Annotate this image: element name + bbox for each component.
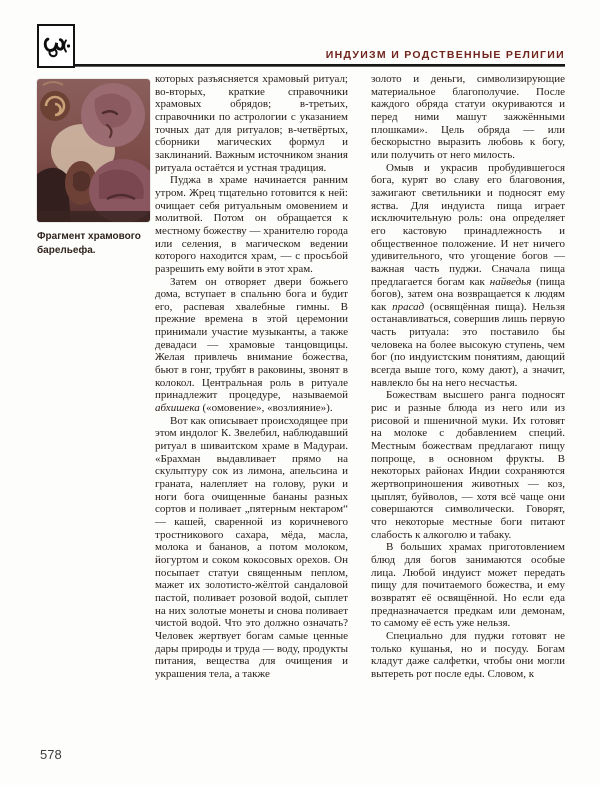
figure-caption: Фрагмент храмового барельефа. xyxy=(37,231,141,256)
text-run: В больших храмах приготовлением блюд для богов занимаются особые лица. Любой индуист может передать пищу для почитаемого божества, и ему возвратят её освящённой. Но если еда предназначается предкам или демонам, то самому её есть уже нельзя. xyxy=(371,541,565,630)
page-number: 578 xyxy=(40,747,62,762)
term-italic: найведья xyxy=(489,275,532,288)
paragraph xyxy=(371,389,565,541)
text-run: Пуджа в храме начинается ранним утром. Жрец тщательно готовится к ней: очищает себя ритуальным омовением и молитвой. Потом он обращается к местному божеству — хранителю города или селения, в магическом ведении которого находится храм, — с просьбой разрешить ему войти в этот храм. xyxy=(155,174,348,275)
text-run: (освящённая пища). Нельзя останавливаться, совершив лишь первую часть ритуала: это поставило бы человека на более высокую ступень, чем бог (по индуистским понятиям, дающий всегда выше того, кому дают), а значит, навлекло бы на него несчастья. xyxy=(371,300,566,389)
text-run: Омыв и украсив пробудившегося бога, курят во славу его благовония, зажигают светильники и подносят ему яства. Для индуиста пища играет исключительную роль: она определяет его кастовую принадлежность и общественное положение. И нет ничего удивительного, что угощение богов — важная часть пуджи. Сначала пища предлагается богам как xyxy=(371,161,565,288)
paragraph xyxy=(155,174,348,275)
paragraph xyxy=(155,73,348,174)
body-text-column-2 xyxy=(371,73,565,681)
paragraph xyxy=(155,415,348,681)
body-text-column-1 xyxy=(155,73,348,681)
paragraph xyxy=(371,162,565,390)
figure-block xyxy=(37,79,150,257)
text-run: Вот как описывает происходящее при этом индолог К. Звелебил, наблюдавший ритуал в шиваитском храме в Мадураи. «Брахман выдавливает прямо на скульптуру сок из лимона, апельсина и граната, налепляет на голову, руки и ноги бога очищенные бананы разных сортов и поливает „пятерным нектаром“ — кашей, сваренной из коричневого тростникового сахара, мёда, масла, молока и бананов, а потом молоком, йогуртом и соком кокосовых орехов. Он посыпает статуи священным пеплом, мажет их золотисто-жёлтой сандаловой пастой, поливает розовой водой, сыплет на них золотые монеты и снова поливает чистой водой. Что это должно означать? Человек жертвует богам самые ценные дары природы и труда — воду, продукты питания, вещества для очищения и украшения тела, а также xyxy=(155,414,348,680)
header-divider xyxy=(75,64,565,67)
text-run: которых разъясняется храмовый ритуал; во-вторых, краткие справочники храмовых обрядов; в-третьих, справочники по астрологии с указанием точных дат для ритуалов; в-четвёртых, сборники магических формул и заклинаний. Важным источником знания ритуала остаётся и устная традиция. xyxy=(155,73,348,174)
text-run: («омовение», «возлияние»). xyxy=(199,402,333,415)
temple-relief-image xyxy=(37,79,150,222)
text-run: Специально для пуджи готовят не только кушанья, но и посуду. Богам кладут даже салфетки, чтобы они могли вытереть рот после еды. Словом, к xyxy=(371,629,565,680)
term-italic: прасад xyxy=(392,300,425,313)
term-italic: абхишека xyxy=(155,402,200,415)
paragraph xyxy=(371,73,565,162)
page-header-title: ИНДУИЗМ И РОДСТВЕННЫЕ РЕЛИГИИ xyxy=(325,49,565,61)
paragraph xyxy=(371,630,565,681)
om-icon xyxy=(37,24,75,68)
text-run: Затем он отворяет двери божьего дома, вступает в спальню бога и будит его, распевая хвалебные гимны. В прежние времена в этой церемонии принимали участие музыканты, а также девадаси — храмовые танцовщицы. Желая привлечь внимание божества, бьют в гонг, трубят в раковины, звонят в колокол. Центральная роль в ритуале принадлежит процедуре, называемой xyxy=(155,275,348,402)
text-run: Божествам высшего ранга подносят рис и разные блюда из него или из рисовой и пшеничной муки. Их готовят на молоке с добавлением специй. Местным божествам предлагают пищу попроще, в основном фрукты. В некоторых районах Индии сохраняются жертвоприношения животных — коз, цыплят, буйволов, — хотя всё чаще они совершаются символически. Говорят, что некоторые местные боги питают слабость к алкоголю и табаку. xyxy=(371,389,565,541)
text-run: золото и деньги, символизирующие материальное благополучие. После каждого обряда статуи окуриваются и перед ними машут зажжёнными плошками». Цель обряда — или бескорыстно выразить любовь к богу, или получить от него милость. xyxy=(371,73,565,161)
paragraph xyxy=(155,276,348,415)
paragraph xyxy=(371,541,565,630)
text-run: (пища богов), затем она возвращается к людям как xyxy=(371,275,565,313)
